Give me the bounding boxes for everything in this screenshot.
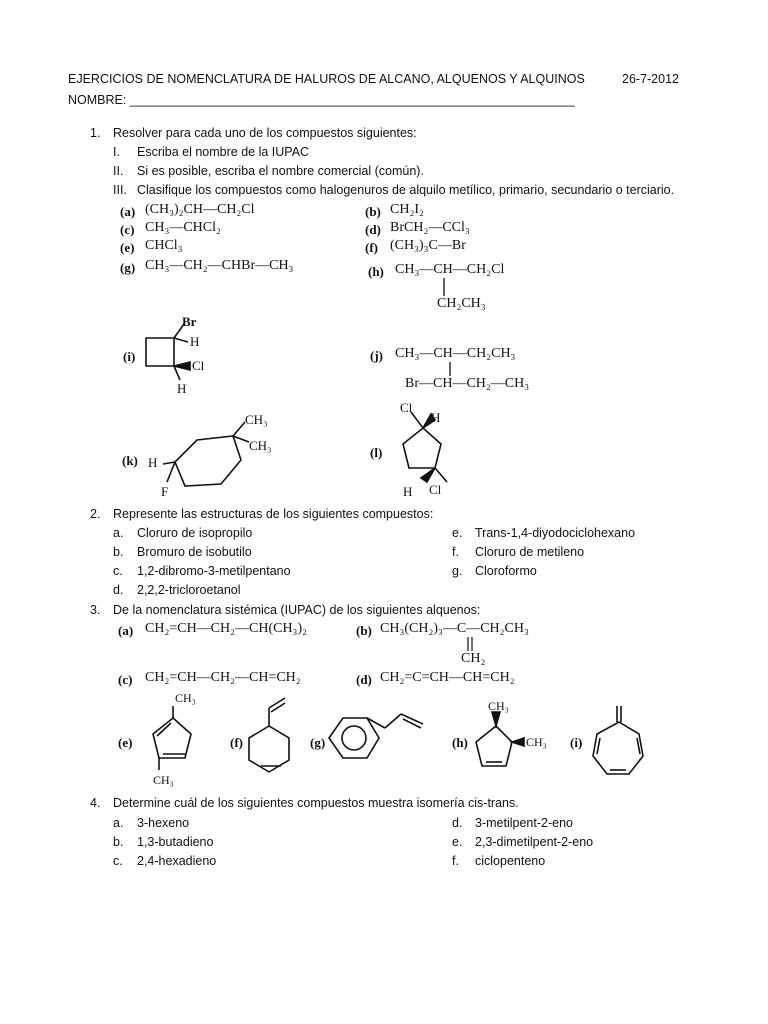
cyclopentadiene-ch3-top: CH₃ (175, 691, 196, 705)
q2-item-text: 1,2-dibromo-3-metilpentano (137, 564, 291, 578)
alkene-label-g: (g) (310, 735, 326, 750)
dimethylcyclopentene-ch3-right: CH₃ (526, 735, 547, 749)
alkene-formula-b: CH₃(CH₂)₃—C—CH₂CH₃ (380, 621, 529, 636)
alkene-label-h: (h) (452, 735, 468, 750)
cyclopentane-h2: H (403, 484, 413, 499)
cyclobutane-h1: H (190, 334, 200, 349)
q4-item-num: c. (113, 854, 123, 868)
compound-label-g: (g) (120, 260, 136, 275)
cyclobutane-br: Br (182, 314, 197, 329)
q4-item-num: b. (113, 835, 124, 849)
q4-item-text: ciclopenteno (475, 854, 546, 868)
name-field-label: NOMBRE: ________________________________________________________________ (68, 93, 575, 107)
cyclopentane-structure (385, 398, 465, 502)
compound-formula-h: CH₃—CH—CH₂Cl (395, 262, 505, 277)
q1-item-num: III. (113, 183, 127, 197)
compound-label-e: (e) (120, 240, 135, 255)
q1-item-text: Clasifique los compuestos como halogenuros de alquilo metílico, primario, secundario o terciario. (137, 183, 675, 197)
compound-label-b: (b) (365, 204, 381, 219)
dimethylcyclopentene-ch3-top: CH₃ (488, 700, 509, 713)
cyclopentadiene-structure (135, 690, 205, 790)
q4-item-num: f. (452, 854, 459, 868)
q4-item-num: a. (113, 816, 124, 830)
cyclohexane-ch3a: CH₃ (245, 412, 268, 427)
alkene-label-b: (b) (356, 623, 372, 638)
cyclopentadiene-ch3-bottom: CH₃ (153, 773, 174, 787)
q4-item-num: e. (452, 835, 463, 849)
cyclobutane-structure (140, 314, 210, 394)
q2-item-text: Cloroformo (475, 564, 537, 578)
cyclopentane-cl1: Cl (400, 400, 413, 415)
q4-item-text: 2,3-dimetilpent-2-eno (475, 835, 594, 849)
compound-label-d: (d) (365, 222, 381, 237)
alkene-label-c: (c) (118, 672, 133, 687)
compound-formula-g: CH₃—CH₂—CHBr—CH₃ (145, 258, 294, 273)
cyclohexane-f: F (161, 484, 169, 499)
q2-item-num: a. (113, 526, 124, 540)
compound-label-h: (h) (368, 264, 384, 279)
compound-formula-f: (CH₃)₃C—Br (390, 238, 466, 253)
q2-item-text: 2,2,2-tricloroetanol (137, 583, 241, 597)
q2-text: Represente las estructuras de los siguientes compuestos: (113, 507, 434, 521)
q4-text: Determine cuál de los siguientes compuestos muestra isomería cis-trans. (113, 796, 519, 810)
q2-item-num: g. (452, 564, 463, 578)
q2-item-num: c. (113, 564, 123, 578)
q1-item-num: II. (113, 164, 124, 178)
compound-formula-c: CH₃—CHCl₂ (145, 220, 221, 235)
compound-formula-d: BrCH₂—CCl₃ (390, 220, 470, 235)
q4-item-text: 3-metilpent-2-eno (475, 816, 573, 830)
compound-formula-e: CHCl₃ (145, 238, 183, 253)
q1-item-num: I. (113, 145, 120, 159)
q2-item-text: Cloruro de isopropilo (137, 526, 253, 540)
q4-item-text: 1,3-butadieno (137, 835, 214, 849)
alkene-formula-d: CH₂=C=CH—CH=CH₂ (380, 670, 515, 685)
q4-number: 4. (90, 796, 101, 810)
cyclohexane-structure (145, 412, 275, 504)
compound-label-c: (c) (120, 222, 135, 237)
q1-item-text: Escriba el nombre de la IUPAC (137, 145, 310, 159)
q2-item-num: d. (113, 583, 124, 597)
compound-formula-j-top: CH₃—CH—CH₂CH₃ (395, 346, 516, 361)
q2-item-num: b. (113, 545, 124, 559)
cyclopentane-h1: H (431, 410, 441, 425)
alkene-label-d: (d) (356, 672, 372, 687)
compound-branch-h: CH₂CH₃ (437, 296, 486, 311)
q1-item-text: Si es posible, escriba el nombre comercial (común). (137, 164, 424, 178)
alkene-label-e: (e) (118, 735, 133, 750)
cyclohexane-ch3b: CH₃ (249, 438, 272, 453)
q2-number: 2. (90, 507, 101, 521)
q4-item-num: d. (452, 816, 463, 830)
q2-item-num: f. (452, 545, 459, 559)
q3-number: 3. (90, 603, 101, 617)
q4-item-text: 3-hexeno (137, 816, 190, 830)
q2-item-text: Bromuro de isobutilo (137, 545, 252, 559)
compound-formula-b: CH₂I₂ (390, 202, 424, 217)
alkene-label-i: (i) (570, 735, 583, 750)
compound-label-a: (a) (120, 204, 136, 219)
allylbenzene-structure (325, 700, 445, 770)
worksheet-date: 26-7-2012 (622, 72, 679, 86)
compound-label-k: (k) (122, 453, 138, 468)
q4-item-text: 2,4-hexadieno (137, 854, 217, 868)
vinylcyclohexene-structure (245, 692, 305, 784)
cyclobutane-cl: Cl (192, 358, 205, 373)
alkene-branch-b: CH₂ (461, 651, 486, 666)
q2-item-text: Cloruro de metileno (475, 545, 585, 559)
cyclopentane-cl2: Cl (429, 482, 442, 497)
compound-label-j: (j) (370, 348, 383, 363)
heptafulvene-structure (585, 698, 655, 788)
cyclohexane-h: H (148, 455, 158, 470)
compound-formula-a: (CH₃)₂CH—CH₂Cl (145, 202, 255, 217)
cyclobutane-h2: H (177, 381, 187, 394)
worksheet-title: EJERCICIOS DE NOMENCLATURA DE HALUROS DE ALCANO, ALQUENOS Y ALQUINOS (68, 72, 585, 86)
q1-text: Resolver para cada uno de los compuestos siguientes: (113, 126, 417, 140)
q3-text: De la nomenclatura sistémica (IUPAC) de los siguientes alquenos: (113, 603, 481, 617)
compound-label-l: (l) (370, 445, 383, 460)
compound-formula-j-bottom: Br—CH—CH₂—CH₃ (405, 376, 530, 391)
dimethylcyclopentene-structure (468, 700, 568, 790)
compound-label-i: (i) (123, 349, 136, 364)
alkene-formula-a: CH₂=CH—CH₂—CH(CH₃)₂ (145, 621, 307, 636)
branch-bond-h (430, 278, 460, 298)
compound-label-f: (f) (365, 240, 378, 255)
alkene-label-a: (a) (118, 623, 134, 638)
alkene-formula-c: CH₂=CH—CH₂—CH=CH₂ (145, 670, 301, 685)
q1-number: 1. (90, 126, 101, 140)
q2-item-text: Trans-1,4-diyodociclohexano (475, 526, 636, 540)
alkene-label-f: (f) (230, 735, 243, 750)
q2-item-num: e. (452, 526, 463, 540)
